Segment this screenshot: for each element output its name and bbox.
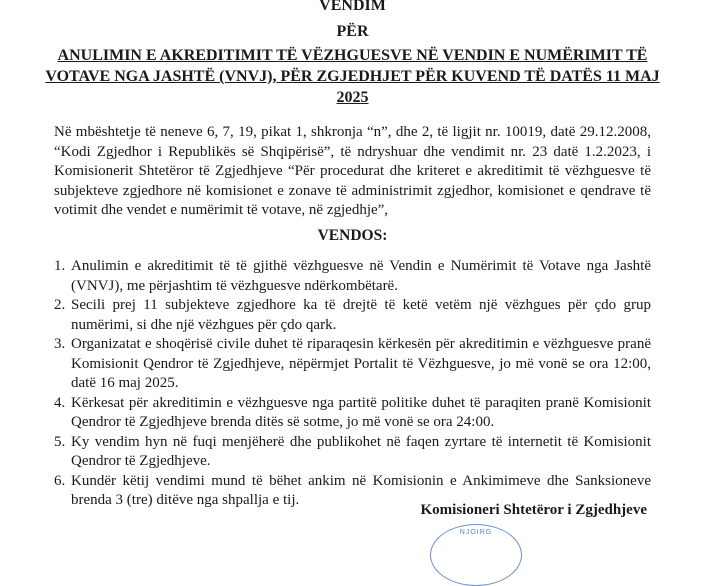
- list-item: [54, 296, 651, 335]
- list-item-number: 1.: [54, 258, 66, 274]
- document-subject: ANULIMIN E AKREDITIMIT TË VËZHGUESVE NË VENDIN E NUMËRIMIT TË VOTAVE NGA JASHTË (VNVJ), PËR ZGJEDHJET PËR KUVEND TË DATËS 11 MAJ 2025: [45, 47, 660, 106]
- signature-title: Komisioneri Shtetëror i Zgjedhjeve: [420, 502, 647, 518]
- list-item: [54, 394, 651, 433]
- decides-heading: VENDOS:: [317, 227, 388, 244]
- list-item-number: 2.: [54, 297, 66, 313]
- list-item-number: 6.: [54, 472, 66, 489]
- list-item-text: Ky vendim hyn në fuqi menjëherë dhe publikohet në faqen zyrtare të internetit të Komisionit Qendror të Zgjedhjeve.: [71, 433, 651, 469]
- list-item-text: Anulimin e akreditimit të të gjithë vëzhguesve në Vendin e Numërimit të Votave nga Jashtë (VNVJ), me përjashtim të vëzhguesve ndërkombëtarë.: [71, 258, 651, 294]
- document-title: VENDIM: [319, 0, 386, 14]
- list-item-text: Organizatat e shoqërisë civile duhet të riparaqesin kërkesën për akreditimin e vëzhguesve pranë Komisionit Qendror të Zgjedhjeve, nëpërmjet Portalit të Vëzhguesve, jo më vonë se ora 12:00, datë 16 maj 2025.: [71, 336, 651, 391]
- list-item-text: Kërkesat për akreditimin e vëzhguesve nga partitë politike duhet të paraqiten pranë Komisionit Qendror të Zgjedhjeve brenda ditës së sotme, jo më vonë se ora 24:00.: [71, 394, 651, 430]
- list-item: [54, 433, 651, 472]
- stamp-text: NJOIRG: [459, 529, 493, 536]
- list-item-text: Secili prej 11 subjekteve zgjedhore ka të drejtë të ketë vetëm një vëzhgues për çdo grup numërimi, si dhe një vëzhgues për çdo qark.: [71, 297, 651, 333]
- list-item-number: 3.: [54, 336, 66, 352]
- list-item-number: 4.: [54, 394, 66, 411]
- document-per: PËR: [336, 23, 369, 40]
- list-item-number: 5.: [54, 433, 66, 450]
- official-stamp: [430, 524, 522, 586]
- list-item-text: Kundër këtij vendimi mund të bëhet ankim në Komisionin e Ankimimeve dhe Sanksioneve brenda 3 (tre) ditëve nga shpallja e tij.: [71, 472, 651, 508]
- list-item: [54, 335, 651, 394]
- list-item: [54, 257, 651, 296]
- decision-list: [54, 257, 651, 511]
- preamble-paragraph: Në mbështetje të neneve 6, 7, 19, pikat 1, shkronja “n”, dhe 2, të ligjit nr. 10019, datë 29.12.2008, “Kodi Zgjedhor i Republikës së Shqipërisë”, të ndryshuar dhe vendimit nr. 23 datë 1.2.2023, i Komisionerit Shtetëror të Zgjedhjeve “Për procedurat dhe kriteret e akreditimit të vëzhguesve të subjekteve zgjedhore në komisionet e zonave të administrimit zgjedhor, komisionet e qendrave të votimit dhe vendet e numërimit të votave, në zgjedhje”,: [54, 124, 651, 218]
